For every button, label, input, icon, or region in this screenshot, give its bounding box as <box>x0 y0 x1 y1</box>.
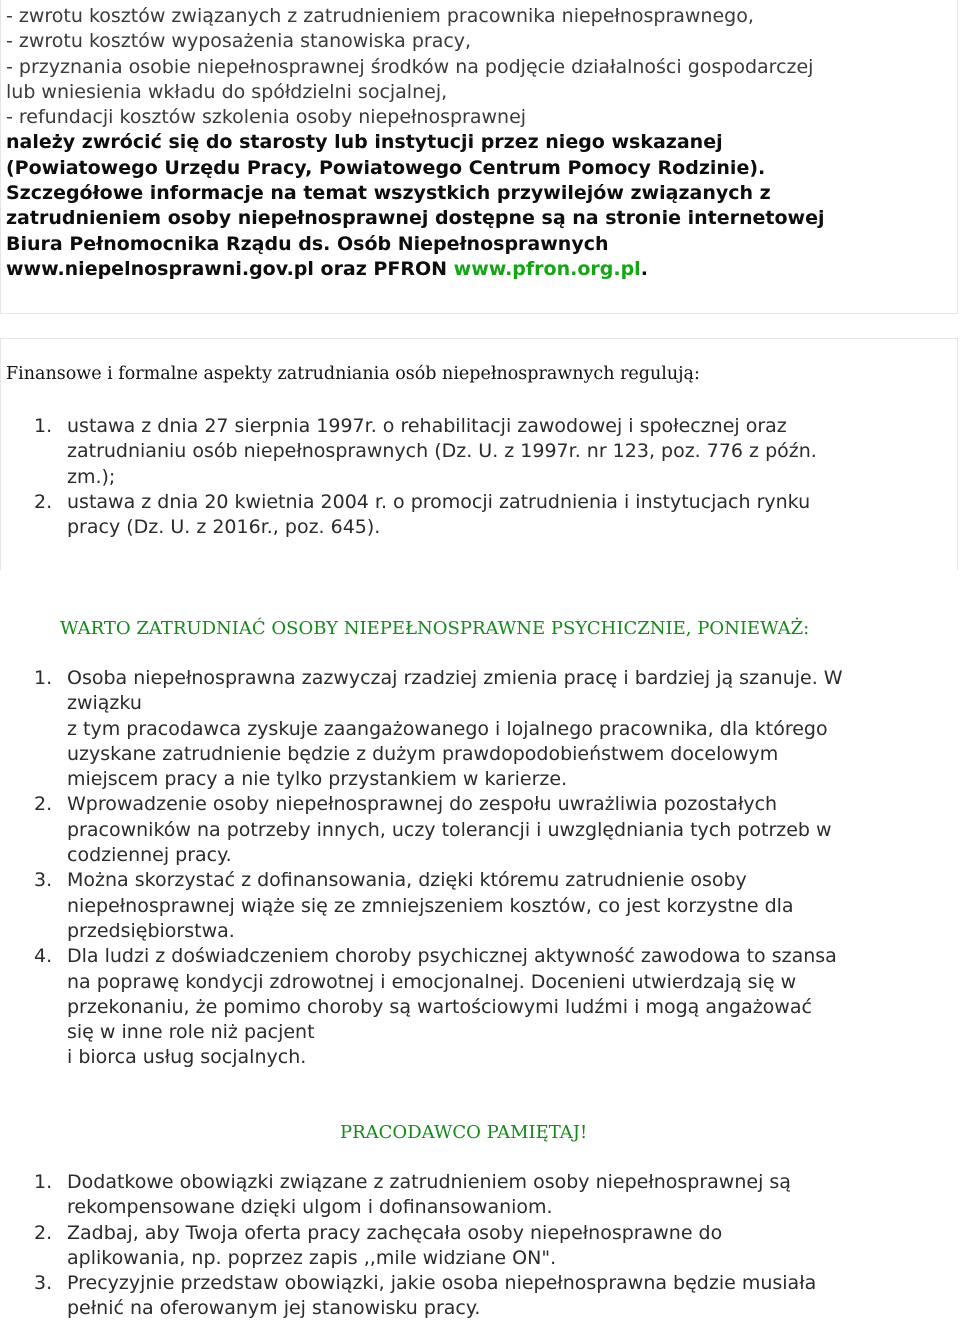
employer-tips-list <box>0 1170 958 1322</box>
legal-basis-title: Finansowe i formalne aspekty zatrudniania osób niepełnosprawnych regulują: <box>6 364 700 384</box>
item-number: 1. <box>34 667 53 689</box>
item-line: i biorca usług socjalnych. <box>67 1046 307 1069</box>
item-line: pracowników na potrzeby innych, uczy tolerancji i uwzględniania tych potrzeb w <box>67 818 832 841</box>
item-line: zm.); <box>67 465 116 488</box>
list-item <box>0 1221 958 1272</box>
list-item <box>0 944 958 1070</box>
list-item <box>0 666 958 792</box>
item-number: 1. <box>34 415 53 437</box>
info-bold-line: (Powiatowego Urzędu Pracy, Powiatowego Centrum Pomocy Rodzinie). <box>6 156 766 179</box>
item-line: miejscem pracy a nie tylko przystankiem w karierze. <box>67 768 568 791</box>
info-line: - refundacji kosztów szkolenia osoby niepełnosprawnej <box>6 106 527 129</box>
reasons-list <box>0 666 958 1071</box>
list-item <box>0 1170 958 1221</box>
info-bold-line: Szczegółowe informacje na temat wszystkich przywilejów związanych z <box>6 182 771 205</box>
item-number: 2. <box>34 793 53 816</box>
item-line: na poprawę kondycji zdrowotnej i emocjonalnej. Docenieni utwierdzają się w <box>67 970 797 993</box>
item-number: 3. <box>34 1272 53 1295</box>
sentence-end: . <box>640 257 648 280</box>
item-line: pracy (Dz. U. z 2016r., poz. 645). <box>67 516 381 539</box>
item-line: Wprowadzenie osoby niepełnosprawnej do zespołu uwrażliwia pozostałych <box>67 793 778 816</box>
item-line: Osoba niepełnosprawna zazwyczaj rzadziej zmienia pracę i bardziej ją szanuje. W <box>67 667 843 689</box>
item-number: 2. <box>34 1221 53 1244</box>
item-line: przedsiębiorstwa. <box>67 919 235 942</box>
item-line: aplikowania, np. poprzez zapis ,,mile widziane ON". <box>67 1246 557 1269</box>
item-line: Można skorzystać z dofinansowania, dzięki któremu zatrudnienie osoby <box>67 869 747 892</box>
info-line: lub wniesienia wkładu do spółdzielni socjalnej, <box>6 80 448 103</box>
why-hire-heading: WARTO ZATRUDNIAĆ OSOBY NIEPEŁNOSPRAWNE PSYCHICZNIE, PONIEWAŻ: <box>60 618 810 639</box>
websites-line <box>6 257 956 282</box>
item-line: ustawa z dnia 20 kwietnia 2004 r. o promocji zatrudnienia i instytucjach rynku <box>67 490 811 513</box>
legal-acts-list <box>0 414 958 540</box>
item-line: Dla ludzi z doświadczeniem choroby psychicznej aktywność zawodowa to szansa <box>67 945 837 968</box>
item-line: ustawa z dnia 27 sierpnia 1997r. o rehabilitacji zawodowej i społecznej oraz <box>67 415 787 437</box>
funding-info-section <box>6 4 956 282</box>
info-line: - zwrotu kosztów wyposażenia stanowiska pracy, <box>6 30 472 53</box>
item-number: 3. <box>34 869 53 892</box>
item-line: rekompensowane dzięki ulgom i dofinansowaniom. <box>67 1196 553 1219</box>
pfron-link[interactable]: www.pfron.org.pl <box>453 257 641 280</box>
item-line: z tym pracodawca zyskuje zaangażowanego i lojalnego pracownika, dla którego <box>67 717 828 740</box>
item-line: Precyzyjnie przedstaw obowiązki, jakie osoba niepełnosprawna będzie musiała <box>67 1272 817 1295</box>
list-item <box>0 414 958 490</box>
info-bold-line: zatrudnieniem osoby niepełnosprawnej dostępne są na stronie internetowej <box>6 207 825 230</box>
item-line: się w inne role niż pacjent <box>67 1021 315 1044</box>
item-line: zatrudnianiu osób niepełnosprawnych (Dz. U. z 1997r. nr 123, poz. 776 z późn. <box>67 440 817 463</box>
item-line: Zadbaj, aby Twoja oferta pracy zachęcała osoby niepełnosprawne do <box>67 1221 723 1244</box>
info-line: - przyznania osobie niepełnosprawnej środków na podjęcie działalności gospodarczej <box>6 55 814 78</box>
info-bold-line: Biura Pełnomocnika Rządu ds. Osób Niepełnosprawnych <box>6 232 609 255</box>
item-line: niepełnosprawnej wiąże się ze zmniejszeniem kosztów, co jest korzystne dla <box>67 894 794 917</box>
item-number: 1. <box>34 1171 53 1193</box>
item-number: 2. <box>34 490 53 513</box>
niepelnosprawni-text: www.niepelnosprawni.gov.pl oraz PFRON <box>6 257 454 280</box>
list-item <box>0 490 958 541</box>
list-item <box>0 1271 958 1322</box>
info-line: - zwrotu kosztów związanych z zatrudnieniem pracownika niepełnosprawnego, <box>6 5 754 27</box>
item-line: przekonaniu, że pomimo choroby są wartościowymi ludźmi i mogą angażować <box>67 995 812 1018</box>
list-item <box>0 792 958 868</box>
item-line: związku <box>67 692 142 715</box>
info-bold-line: należy zwrócić się do starosty lub instytucji przez niego wskazanej <box>6 131 723 154</box>
item-number: 4. <box>34 945 53 968</box>
list-item <box>0 868 958 944</box>
item-line: Dodatkowe obowiązki związane z zatrudnieniem osoby niepełnosprawnej są <box>67 1171 791 1193</box>
item-line: uzyskane zatrudnienie będzie z dużym prawdopodobieństwem docelowym <box>67 742 779 765</box>
item-line: pełnić na oferowanym jej stanowisku pracy. <box>67 1297 481 1320</box>
employer-remember-heading: PRACODAWCO PAMIĘTAJ! <box>340 1122 588 1143</box>
item-line: codziennej pracy. <box>67 844 232 867</box>
